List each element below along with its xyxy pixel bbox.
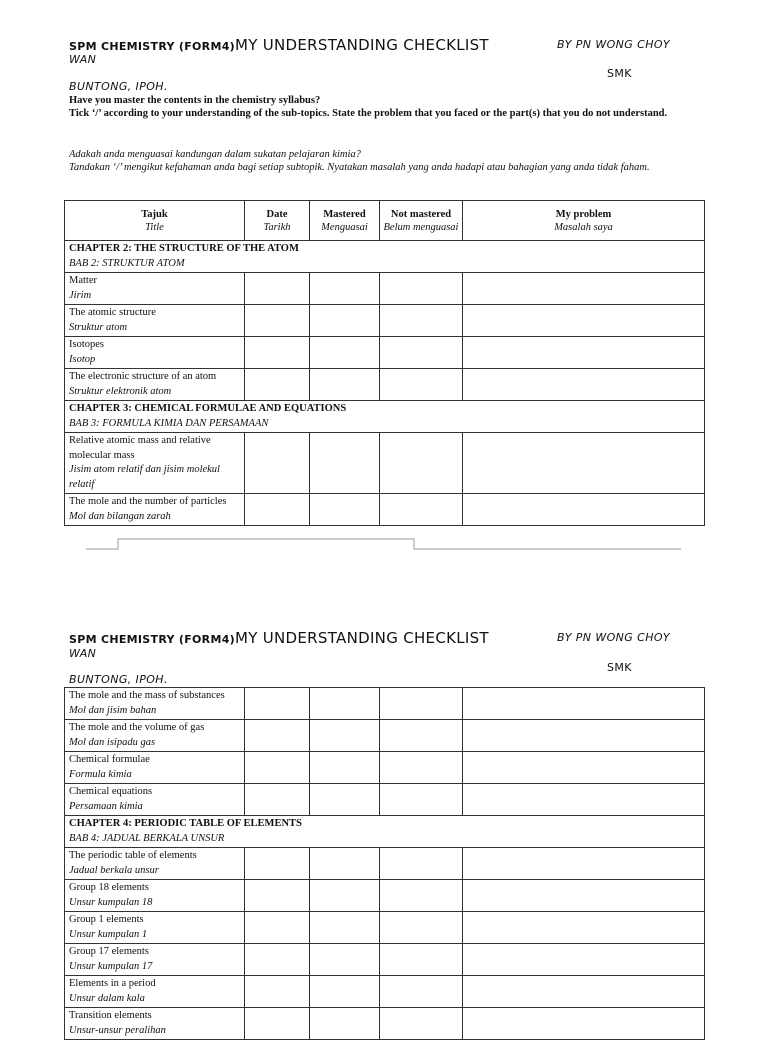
author-name-cont: WAN	[69, 647, 97, 660]
table-row: The periodic table of elements Jadual berkala unsur	[65, 848, 705, 880]
instruction-question: Have you master the contents in the chemistry syllabus?	[69, 95, 321, 106]
table-row: Chemical formulae Formula kimia	[65, 752, 705, 784]
problem-cell[interactable]	[463, 784, 705, 816]
problem-cell[interactable]	[463, 912, 705, 944]
table-row: Relative atomic mass and relative molecular mass Jisim atom relatif dan jisim molekul relatif	[65, 433, 705, 494]
chapter-title: CHAPTER 3: CHEMICAL FORMULAE AND EQUATIONS	[69, 403, 347, 414]
not-mastered-cell[interactable]	[380, 784, 463, 816]
table-row: Elements in a period Unsur dalam kala	[65, 976, 705, 1008]
col-not-mastered-header: Not mastered Belum menguasai	[380, 201, 463, 241]
table-row: Group 18 elements Unsur kumpulan 18	[65, 880, 705, 912]
not-mastered-cell[interactable]	[380, 976, 463, 1008]
mastered-cell[interactable]	[310, 848, 380, 880]
table-row: Matter Jirim	[65, 273, 705, 305]
instruction-task-ms: Tandakan ‘/’ mengikut kefahaman anda bagi setiap subtopik. Nyatakan masalah yang anda hadapi atau bahagian yang anda tidak faham.	[69, 162, 650, 173]
problem-cell[interactable]	[463, 976, 705, 1008]
problem-cell[interactable]	[463, 720, 705, 752]
date-cell[interactable]	[245, 784, 310, 816]
subject-label: SPM CHEMISTRY (FORM4)	[69, 40, 235, 53]
mastered-cell[interactable]	[310, 944, 380, 976]
school-town: BUNTONG, IPOH.	[69, 673, 168, 686]
chapter-title: CHAPTER 4: PERIODIC TABLE OF ELEMENTS	[69, 818, 302, 829]
not-mastered-cell[interactable]	[380, 688, 463, 720]
not-mastered-cell[interactable]	[380, 720, 463, 752]
date-cell[interactable]	[245, 848, 310, 880]
header-line	[69, 628, 489, 647]
mastered-cell[interactable]	[310, 880, 380, 912]
school-name: SMK	[607, 661, 632, 674]
page-title: MY UNDERSTANDING CHECKLIST	[234, 36, 489, 54]
table-row: The electronic structure of an atom Struktur elektronik atom	[65, 369, 705, 401]
date-cell[interactable]	[245, 944, 310, 976]
table-row: The mole and the mass of substances Mol dan jisim bahan	[65, 688, 705, 720]
problem-cell[interactable]	[463, 688, 705, 720]
problem-cell[interactable]	[463, 880, 705, 912]
instruction-question-ms: Adakah anda menguasai kandungan dalam sukatan pelajaran kimia?	[69, 149, 361, 160]
school-town: BUNTONG, IPOH.	[69, 80, 168, 93]
table-row: Group 17 elements Unsur kumpulan 17	[65, 944, 705, 976]
table-row: Isotopes Isotop	[65, 337, 705, 369]
subject-label: SPM CHEMISTRY (FORM4)	[69, 633, 235, 646]
table-row: Group 1 elements Unsur kumpulan 1	[65, 912, 705, 944]
mastered-cell[interactable]	[310, 784, 380, 816]
col-date-header: Date Tarikh	[245, 201, 310, 241]
school-name: SMK	[607, 67, 632, 80]
chapter-title-ms: BAB 3: FORMULA KIMIA DAN PERSAMAAN	[69, 417, 269, 429]
author-name: BY PN WONG CHOY	[557, 38, 671, 51]
checklist-table-2	[64, 687, 705, 1040]
date-cell[interactable]	[245, 912, 310, 944]
table-row: The atomic structure Struktur atom	[65, 305, 705, 337]
mastered-cell[interactable]	[310, 688, 380, 720]
mastered-cell[interactable]	[310, 976, 380, 1008]
table-row: Chemical equations Persamaan kimia	[65, 784, 705, 816]
page-title: MY UNDERSTANDING CHECKLIST	[234, 629, 489, 647]
instruction-task: Tick ‘/’ according to your understanding of the sub-topics. State the problem that you faced or the part(s) that you do not understand.	[69, 108, 668, 119]
not-mastered-cell[interactable]	[380, 752, 463, 784]
problem-cell[interactable]	[463, 752, 705, 784]
not-mastered-cell[interactable]	[380, 848, 463, 880]
chapter-title-ms: BAB 4: JADUAL BERKALA UNSUR	[69, 832, 225, 844]
date-cell[interactable]	[245, 752, 310, 784]
author-name-cont: WAN	[69, 53, 97, 66]
col-mastered-header: Mastered Menguasai	[310, 201, 380, 241]
problem-cell[interactable]	[463, 848, 705, 880]
not-mastered-cell[interactable]	[380, 912, 463, 944]
table-row: The mole and the number of particles Mol dan bilangan zarah	[65, 494, 705, 526]
date-cell[interactable]	[245, 976, 310, 1008]
problem-cell[interactable]	[463, 944, 705, 976]
chapter-title-ms: BAB 2: STRUKTUR ATOM	[69, 257, 185, 269]
mastered-cell[interactable]	[310, 752, 380, 784]
not-mastered-cell[interactable]	[380, 944, 463, 976]
date-cell[interactable]	[245, 880, 310, 912]
chapter-row	[65, 816, 705, 848]
col-title-header: Tajuk Title	[65, 201, 245, 241]
col-problem-header: My problem Masalah saya	[463, 201, 705, 241]
date-cell[interactable]	[245, 688, 310, 720]
table-row: The mole and the volume of gas Mol dan isipadu gas	[65, 720, 705, 752]
mastered-cell[interactable]	[310, 720, 380, 752]
date-cell[interactable]	[245, 720, 310, 752]
mastered-cell[interactable]	[310, 912, 380, 944]
not-mastered-cell[interactable]	[380, 880, 463, 912]
author-name: BY PN WONG CHOY	[557, 631, 671, 644]
table-row: Transition elements Unsur-unsur peralihan	[65, 1008, 705, 1040]
chapter-title: CHAPTER 2: THE STRUCTURE OF THE ATOM	[69, 243, 299, 254]
